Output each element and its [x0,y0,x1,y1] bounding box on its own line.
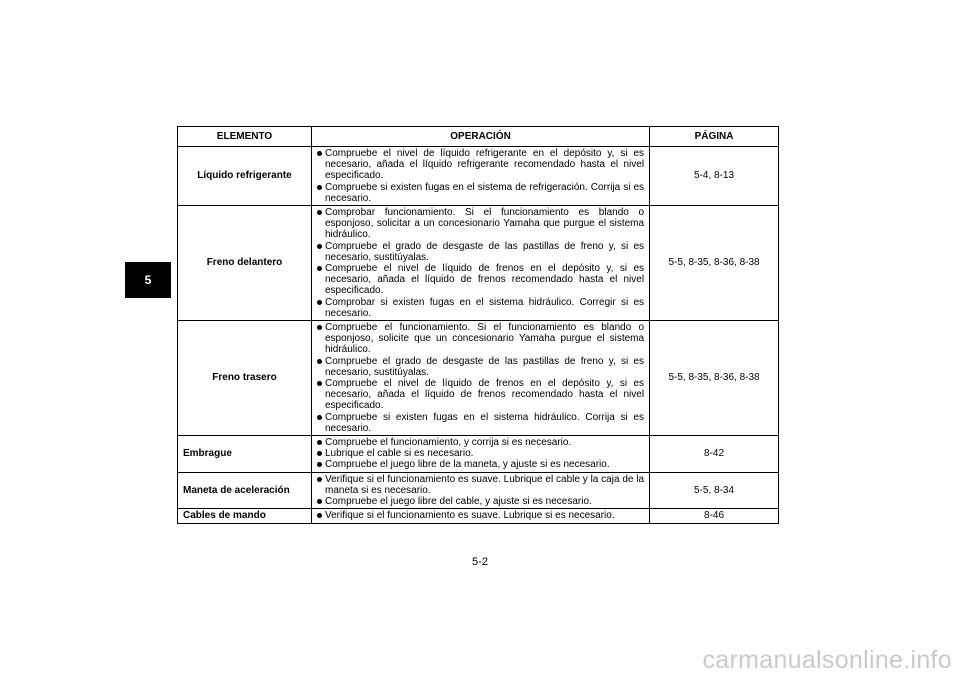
table-row [178,436,779,473]
header-element: ELEMENTO [178,127,312,147]
page-ref-cell: 8-42 [650,436,779,473]
element-cell: Líquido refrigerante [178,147,312,206]
element-cell: Cables de mando [178,509,312,523]
operation-item: Verifique si el funcionamiento es suave. Lubrique si es necesario. [317,510,644,521]
operation-item: Compruebe el juego libre de la maneta, y ajuste si es necesario. [317,459,644,470]
bullet-icon [317,440,322,445]
table-row [178,321,779,436]
element-cell: Freno trasero [178,321,312,436]
bullet-icon [317,381,322,386]
operation-item: Verifique si el funcionamiento es suave. Lubrique el cable y la caja de la maneta si es necesario. [317,474,644,496]
bullet-icon [317,415,322,420]
bullet-icon [317,359,322,364]
page-ref-cell: 8-46 [650,509,779,523]
element-cell: Embrague [178,436,312,473]
watermark: carmanualsonline.info [702,646,952,674]
element-cell: Freno delantero [178,206,312,321]
operation-item: Lubrique el cable si es necesario. [317,448,644,459]
bullet-icon [317,210,322,215]
operation-item: Compruebe el nivel de líquido refrigerante en el depósito y, si es necesario, añada el líquido refrigerante recomendado hasta el nivel especificado. [317,148,644,182]
operation-item: Compruebe si existen fugas en el sistema de refrigeración. Corrija si es necesario. [317,182,644,204]
page-ref-cell: 5-4, 8-13 [650,147,779,206]
header-operation: OPERACIÓN [312,127,650,147]
operation-cell [312,509,650,523]
header-page: PÁGINA [650,127,779,147]
table-row [178,509,779,523]
table-row [178,472,779,509]
bullet-icon [317,185,322,190]
operation-item: Comprobar funcionamiento. Si el funcionamiento es blando o esponjoso, solicitar a un concesionario Yamaha que purgue el sistema hidráulico. [317,207,644,241]
operation-item: Compruebe el nivel de líquido de frenos en el depósito y, si es necesario, añada el líquido de frenos recomendado hasta el nivel especificado. [317,378,644,412]
bullet-icon [317,499,322,504]
table-row [178,147,779,206]
operation-item: Compruebe el funcionamiento, y corrija si es necesario. [317,437,644,448]
table-header-row [178,127,779,147]
operation-item: Compruebe el grado de desgaste de las pastillas de freno y, si es necesario, sustitúyalas. [317,356,644,378]
operation-item: Comprobar si existen fugas en el sistema hidráulico. Corregir si es necesario. [317,297,644,319]
table-row [178,206,779,321]
operation-cell [312,436,650,473]
operation-cell [312,472,650,509]
bullet-icon [317,266,322,271]
bullet-icon [317,451,322,456]
operation-cell [312,321,650,436]
operation-item: Compruebe el grado de desgaste de las pastillas de freno y, si es necesario, sustitúyalas. [317,241,644,263]
operation-item: Compruebe si existen fugas en el sistema hidráulico. Corrija si es necesario. [317,412,644,434]
bullet-icon [317,244,322,249]
operation-cell [312,206,650,321]
bullet-icon [317,477,322,482]
operation-item: Compruebe el funcionamiento. Si el funcionamiento es blando o esponjoso, solicite que un concesionario Yamaha purgue el sistema hidráulico. [317,322,644,356]
bullet-icon [317,300,322,305]
maintenance-table [177,126,779,524]
bullet-icon [317,513,322,518]
operation-item: Compruebe el nivel de líquido de frenos en el depósito y, si es necesario, añada el líquido de frenos recomendado hasta el nivel especificado. [317,263,644,297]
operation-cell [312,147,650,206]
element-cell: Maneta de aceleración [178,472,312,509]
page-ref-cell: 5-5, 8-35, 8-36, 8-38 [650,321,779,436]
chapter-tab: 5 [125,262,171,298]
bullet-icon [317,151,322,156]
page-ref-cell: 5-5, 8-34 [650,472,779,509]
page-number: 5-2 [472,556,488,568]
bullet-icon [317,462,322,467]
page-ref-cell: 5-5, 8-35, 8-36, 8-38 [650,206,779,321]
operation-item: Compruebe el juego libre del cable, y ajuste si es necesario. [317,496,644,507]
bullet-icon [317,325,322,330]
